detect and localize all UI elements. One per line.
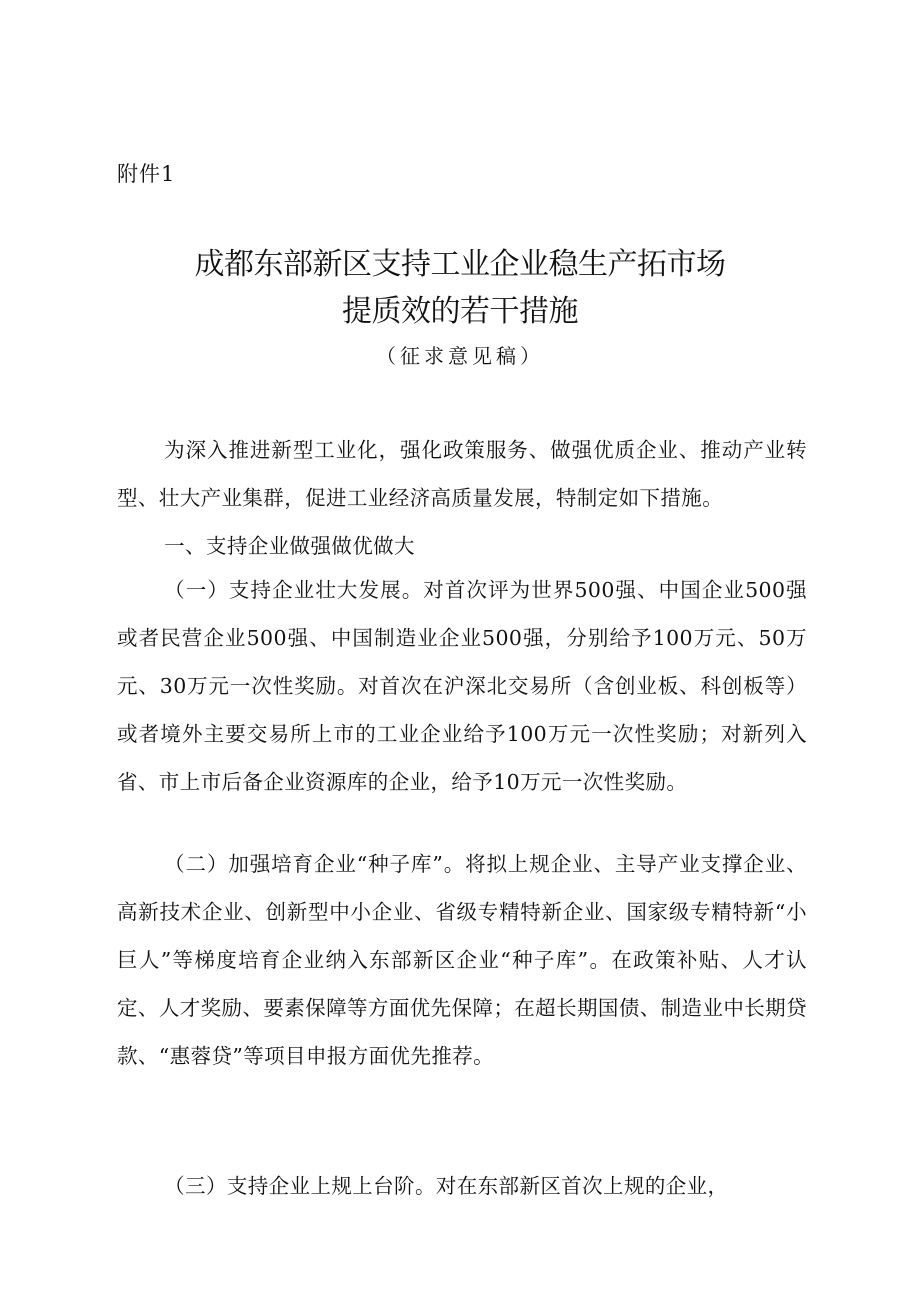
intro-paragraph: 为深入推进新型工业化，强化政策服务、做强优质企业、推动产业转型、壮大产业集群，促进工业经济高质量发展，特制定如下措施。 [117, 438, 807, 510]
document-title-line-2: 提质效的若干措施 [342, 294, 578, 329]
measure-paragraph-2: （二）加强培育企业“种子库”。将拟上规企业、主导产业支撑企业、高新技术企业、创新型中小企业、省级专精特新企业、国家级专精特新“小巨人”等梯度培育企业纳入东部新区企业“种子库”。在政策补贴、人才认定、人才奖励、要素保障等方面优先保障；在超长期国债、制造业中长期贷款、“惠蓉贷”等项目申报方面优先推荐。 [117, 852, 807, 1068]
section-heading: 一、支持企业做强做优做大 [164, 534, 415, 558]
measure-paragraph-1: （一）支持企业壮大发展。对首次评为世界500强、中国企业500强或者民营企业500强、中国制造业企业500强，分别给予100万元、50万元、30万元一次性奖励。对首次在沪深北交易所（含创业板、科创板等）或者境外主要交易所上市的工业企业给予100万元一次性奖励；对新列入省、市上市后备企业资源库的企业，给予10万元一次性奖励。 [117, 578, 807, 794]
measure-paragraph-3: （三）支持企业上规上台阶。对在东部新区首次上规的企业， [164, 1174, 729, 1198]
document-subtitle: （征求意见稿） [376, 344, 544, 368]
attachment-label: 附件1 [117, 162, 176, 186]
document-title-line-1: 成都东部新区支持工业企业稳生产拓市场 [194, 247, 726, 282]
